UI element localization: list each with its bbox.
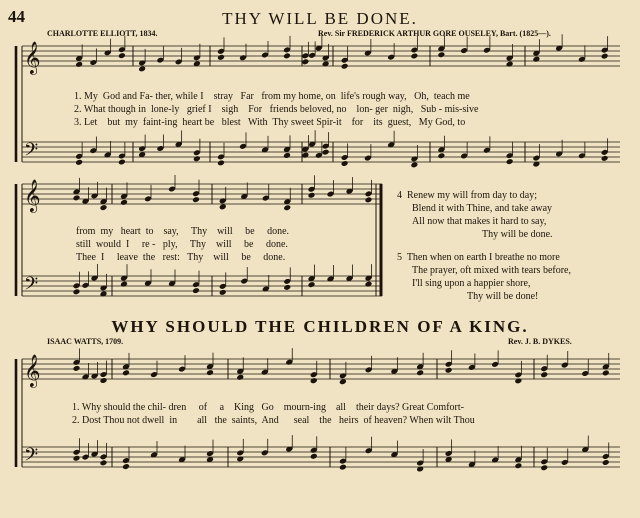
treble-clef: 𝄞 <box>24 354 41 387</box>
note-head <box>73 455 81 462</box>
note-head <box>120 199 128 206</box>
note-head <box>73 194 81 201</box>
note-head <box>301 152 309 159</box>
treble-clef: 𝄞 <box>24 41 41 74</box>
note-head <box>310 377 318 384</box>
note-head <box>217 160 225 167</box>
hymn1-lyric-line-2: 2. What though in lone-ly grief I sigh For friends beloved, no lon- ger nigh, Sub - mis-sive <box>74 104 479 115</box>
note-head <box>73 288 81 295</box>
hymn1-title: THY WILL BE DONE. <box>222 9 418 28</box>
note-head <box>540 464 548 471</box>
note-head <box>219 203 227 210</box>
note-head <box>506 61 514 68</box>
hymn2-author: ISAAC WATTS, 1709. <box>47 337 124 346</box>
note-head <box>532 56 540 63</box>
hymn1-lyric-line-3: 3. Let but my faint-ing heart be blest With Thy sweet Spir-it for its guest, My God, to <box>74 117 466 128</box>
note-head <box>322 149 330 156</box>
stanza-5-line-2: The prayer, oft mixed with tears before, <box>412 265 571 276</box>
note-head <box>283 284 291 291</box>
note-head <box>445 367 453 374</box>
note-head <box>514 377 522 384</box>
note-head <box>601 53 609 60</box>
note-head <box>410 53 418 60</box>
stanza-4-line-1: 4 Renew my will from day to day; <box>397 190 537 201</box>
stanza-5-line-4: Thy will be done! <box>467 291 539 302</box>
note-head <box>192 287 200 294</box>
note-head <box>437 152 445 159</box>
note-head <box>410 162 418 169</box>
note-head <box>100 459 108 466</box>
note-head <box>75 159 83 166</box>
note-head <box>365 196 373 203</box>
hymn1-composer: Rev. Sir FREDERICK ARTHUR GORE OUSELEY, Bart. (1825—). <box>318 29 551 38</box>
note-head <box>308 192 316 199</box>
note-head <box>236 374 244 381</box>
stanza-5-line-1: 5 Then when on earth I breathe no more <box>397 252 560 263</box>
note-head <box>206 369 214 376</box>
note-head <box>540 371 548 378</box>
hymn1-system2-line-2: still would I re - ply, Thy will be done. <box>76 239 288 250</box>
note-head <box>192 196 200 203</box>
note-head <box>73 365 81 372</box>
note-head <box>193 155 201 162</box>
note-head <box>341 63 349 70</box>
note-head <box>437 51 445 58</box>
note-head <box>217 54 225 61</box>
note-head <box>283 204 291 211</box>
hymn1-system2-line-3: Thee I leave the rest: Thy will be done. <box>76 252 286 263</box>
note-head <box>219 289 227 296</box>
note-head <box>339 464 347 471</box>
hymn1-system2-line-1: from my heart to say, Thy will be done. <box>76 226 290 237</box>
note-head <box>416 369 424 376</box>
note-head <box>506 158 514 165</box>
note-head <box>341 160 349 167</box>
note-head <box>100 204 108 211</box>
note-head <box>514 462 522 469</box>
note-head <box>301 58 309 65</box>
stanza-4-line-2: Blend it with Thine, and take away <box>412 203 553 214</box>
hymn2-composer: Rev. J. B. DYKES. <box>508 337 572 346</box>
stanza-5-line-3: I'll sing upon a happier shore, <box>412 278 531 289</box>
bass-clef: 𝄢 <box>24 445 39 470</box>
note-head <box>122 463 130 470</box>
hymn1-author: CHARLOTTE ELLIOTT, 1834. <box>47 29 158 38</box>
note-head <box>118 159 126 166</box>
note-head <box>100 377 108 384</box>
note-head <box>122 369 130 376</box>
hymn2-title: WHY SHOULD THE CHILDREN OF A KING. <box>111 317 529 336</box>
note-head <box>601 155 609 162</box>
note-head <box>236 455 244 462</box>
note-head <box>310 453 318 460</box>
bass-clef: 𝄢 <box>24 140 39 165</box>
treble-clef: 𝄞 <box>24 179 41 212</box>
stanza-4-line-3: All now that makes it hard to say, <box>412 216 547 227</box>
note-head <box>283 52 291 59</box>
note-head <box>283 152 291 159</box>
note-head <box>308 281 316 288</box>
hymn2-lyric-line-2: 2. Dost Thou not dwell in all the saints, And seal the heirs of heaven? When wilt Thou <box>72 415 475 426</box>
note-head <box>602 459 610 466</box>
bass-clef: 𝄢 <box>24 274 39 299</box>
stanza-4-line-4: Thy will be done. <box>482 229 553 240</box>
note-head <box>118 52 126 59</box>
note-head <box>120 281 128 288</box>
note-head <box>365 281 373 288</box>
page-number: 44 <box>8 7 25 26</box>
note-head <box>138 65 146 72</box>
hymn1-lyric-line-1: 1. My God and Fa- ther, while I stray Far from my home, on life's rough way, Oh, teach me <box>74 91 470 102</box>
note-head <box>75 61 83 68</box>
note-head <box>602 370 610 377</box>
hymn2-lyric-line-1: 1. Why should the chil- dren of a King Go mourn-ing all their days? Great Comfort- <box>72 402 464 413</box>
